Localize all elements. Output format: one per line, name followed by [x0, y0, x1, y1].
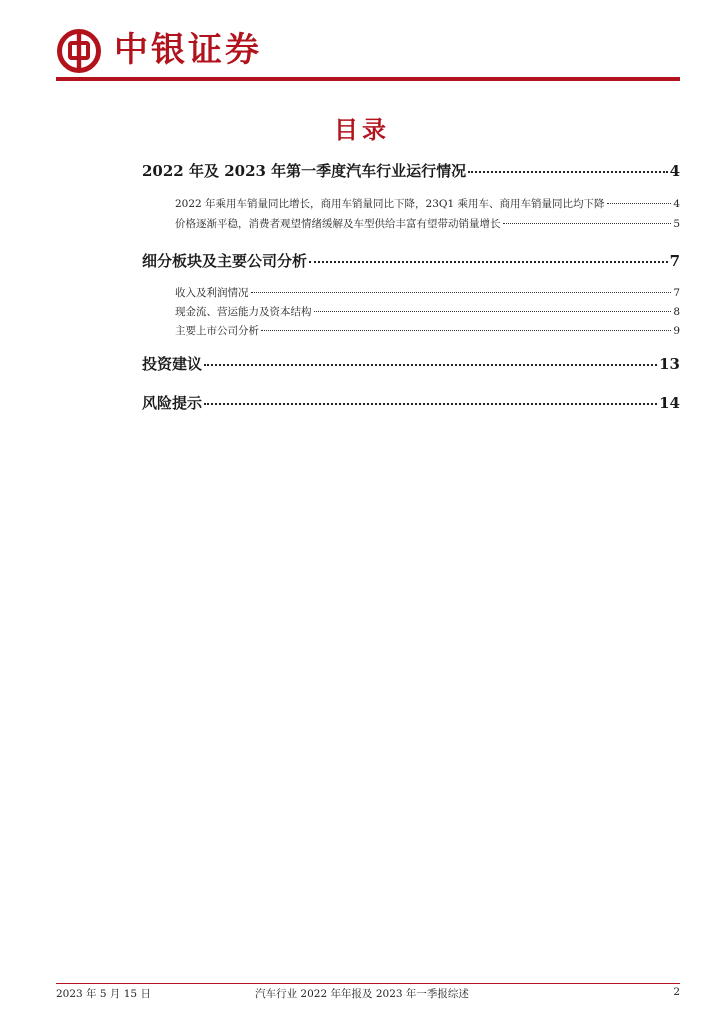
dot-leader	[503, 223, 672, 224]
dot-leader	[607, 203, 672, 204]
toc-title: 目录	[334, 116, 390, 144]
toc-subentry[interactable]	[175, 196, 680, 211]
dot-leader	[251, 292, 672, 293]
page-header	[56, 28, 680, 74]
toc-entry-page: 4	[673, 198, 680, 210]
toc-entry[interactable]	[142, 392, 680, 413]
toc-entry-title: 现金流、营运能力及资本结构	[175, 306, 312, 318]
toc-entry[interactable]	[142, 353, 680, 374]
toc-subentry[interactable]	[175, 304, 680, 319]
toc-entry-page: 7	[669, 252, 680, 270]
dot-leader	[314, 311, 672, 312]
dot-leader	[309, 261, 668, 263]
dot-leader	[468, 171, 667, 173]
toc-subentry[interactable]	[175, 285, 680, 300]
toc-entry-title: 2022 年乘用车销量同比增长，商用车销量同比下降，23Q1 乘用车、商用车销量同比均下降	[175, 198, 605, 210]
report-title: 汽车行业 2022 年年报及 2023 年一季报综述	[255, 988, 469, 1000]
dot-leader	[204, 364, 657, 366]
toc-entry-title: 投资建议	[142, 355, 203, 373]
toc-entry-title: 细分板块及主要公司分析	[142, 252, 308, 270]
toc-subentry[interactable]	[175, 323, 680, 338]
brand-name: 中银证券	[114, 30, 262, 70]
toc-entry-title: 2022 年及 2023 年第一季度汽车行业运行情况	[142, 162, 467, 180]
toc-entry-page: 5	[673, 218, 680, 230]
report-date: 2023 年 5 月 15 日	[56, 988, 151, 1000]
toc-entry-page: 9	[673, 325, 680, 337]
footer-divider	[56, 983, 680, 984]
bank-of-china-logo-icon	[56, 28, 102, 74]
toc-entry-page: 4	[669, 162, 680, 180]
toc-entry-title: 主要上市公司分析	[175, 325, 259, 337]
toc-entry-page: 7	[673, 287, 680, 299]
toc-entry-title: 收入及利润情况	[175, 287, 249, 299]
toc-entry[interactable]	[142, 160, 680, 181]
toc-entry[interactable]	[142, 250, 680, 271]
dot-leader	[261, 330, 671, 331]
toc-entry-title: 风险提示	[142, 394, 203, 412]
dot-leader	[204, 403, 657, 405]
toc-entry-title: 价格逐渐平稳，消费者观望情绪缓解及车型供给丰富有望带动销量增长	[175, 218, 501, 230]
toc-subentry[interactable]	[175, 216, 680, 231]
header-divider	[56, 77, 680, 81]
toc-entry-page: 13	[659, 355, 680, 373]
page-number: 2	[673, 986, 680, 998]
toc-entry-page: 14	[659, 394, 680, 412]
toc-entry-page: 8	[673, 306, 680, 318]
